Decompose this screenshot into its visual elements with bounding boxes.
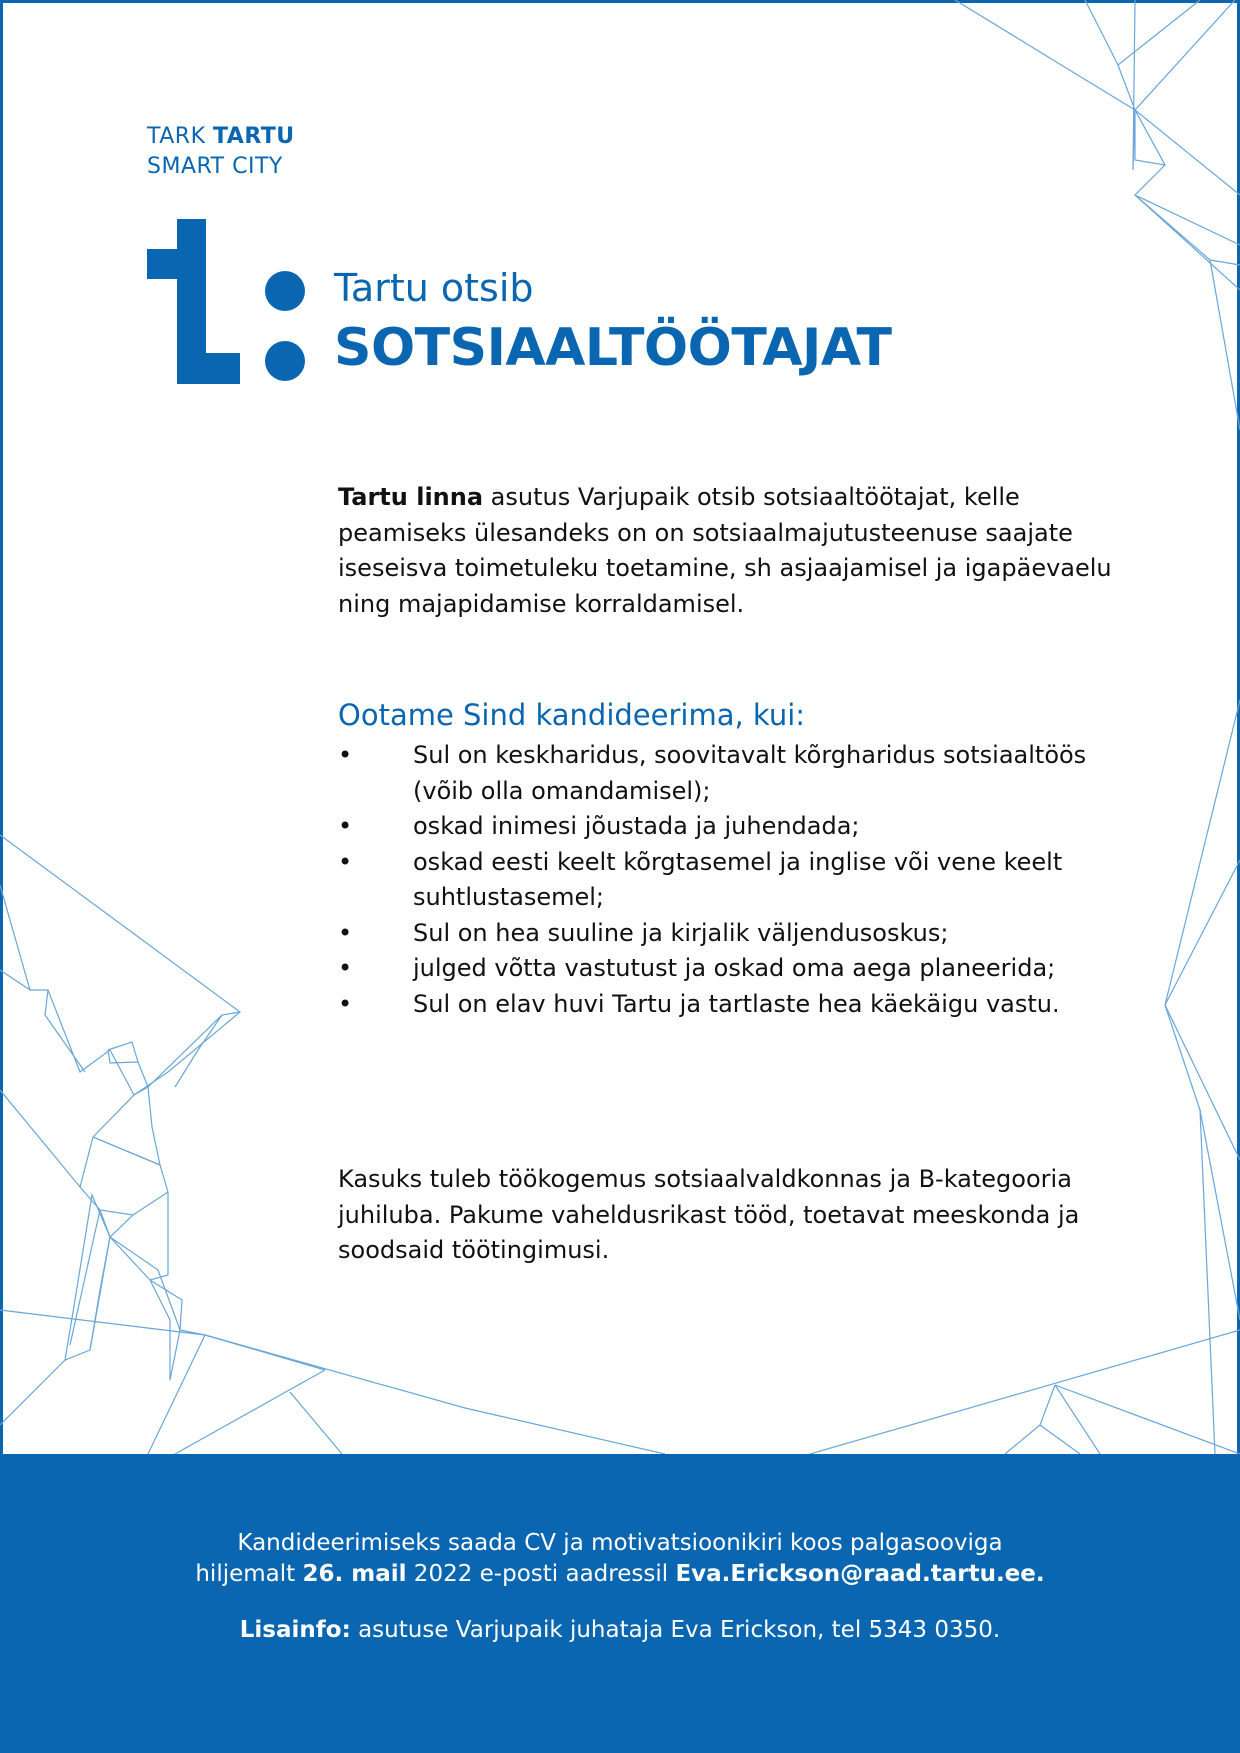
application-instructions (0, 1528, 1240, 1590)
bullet-icon: • (338, 847, 353, 876)
list-item: • oskad inimesi jõustada ja juhendada; (338, 809, 1138, 845)
tartu-t-logo-icon (147, 219, 307, 384)
list-item: • julged võtta vastutust ja oskad oma aega planeerida; (338, 951, 1138, 987)
brand-line1-bold: TARTU (213, 124, 295, 149)
requirements-title: Ootame Sind kandideerima, kui: (338, 698, 806, 732)
bullet-icon: • (338, 918, 353, 947)
footer-line1: Kandideerimiseks saada CV ja motivatsioonikiri koos palgasooviga (237, 1530, 1003, 1556)
list-item: • oskad eesti keelt kõrgtasemel ja inglise või vene keelt suhtlustasemel; (338, 845, 1138, 916)
intro-text: asutus Varjupaik otsib sotsiaaltöötajat, kelle peamiseks ülesandeks on on sotsiaalmajutusteenuse saajate iseseisva toimetuleku toetamine, sh asjaajamisel ja igapäevaelu ning majapidamise korraldamisel. (338, 483, 1112, 618)
headline-subtitle: Tartu otsib (334, 266, 534, 310)
brand-line1-light: TARK (147, 124, 213, 149)
footer-line2: hiljemalt 26. mail 2022 e-posti aadressil Eva.Erickson@raad.tartu.ee. (195, 1561, 1045, 1587)
requirements-list (338, 738, 1138, 1022)
brand-wordmark (147, 122, 295, 182)
bullet-icon: • (338, 989, 353, 1018)
list-item: • Sul on keskharidus, soovitavalt kõrgharidus sotsiaaltöös (võib olla omandamisel); (338, 738, 1138, 809)
headline-title: SOTSIAALTÖÖTAJAT (334, 318, 892, 378)
intro-paragraph (338, 480, 1128, 622)
brand-line2: SMART CITY (147, 154, 283, 179)
footer-banner (0, 1454, 1240, 1753)
email-address: Eva.Erickson@raad.tartu.ee. (675, 1561, 1045, 1587)
contact-info (0, 1615, 1240, 1646)
bullet-icon: • (338, 741, 353, 769)
deadline: 26. mail (302, 1561, 407, 1587)
bullet-icon: • (338, 954, 353, 982)
list-item: • Sul on elav huvi Tartu ja tartlaste hea käekäigu vastu. (338, 987, 1138, 1023)
intro-bold: Tartu linna (338, 483, 484, 511)
list-item: • Sul on hea suuline ja kirjalik väljendusoskus; (338, 916, 1138, 952)
info-text: asutuse Varjupaik juhataja Eva Erickson, tel 5343 0350. (350, 1617, 1001, 1643)
outro-paragraph: Kasuks tuleb töökogemus sotsiaalvaldkonnas ja B-kategooria juhiluba. Pakume vaheldusrikast tööd, toetavat meeskonda ja soodsaid töötingimusi. (338, 1165, 1080, 1264)
bullet-icon: • (338, 812, 353, 840)
info-label: Lisainfo: (239, 1617, 351, 1643)
